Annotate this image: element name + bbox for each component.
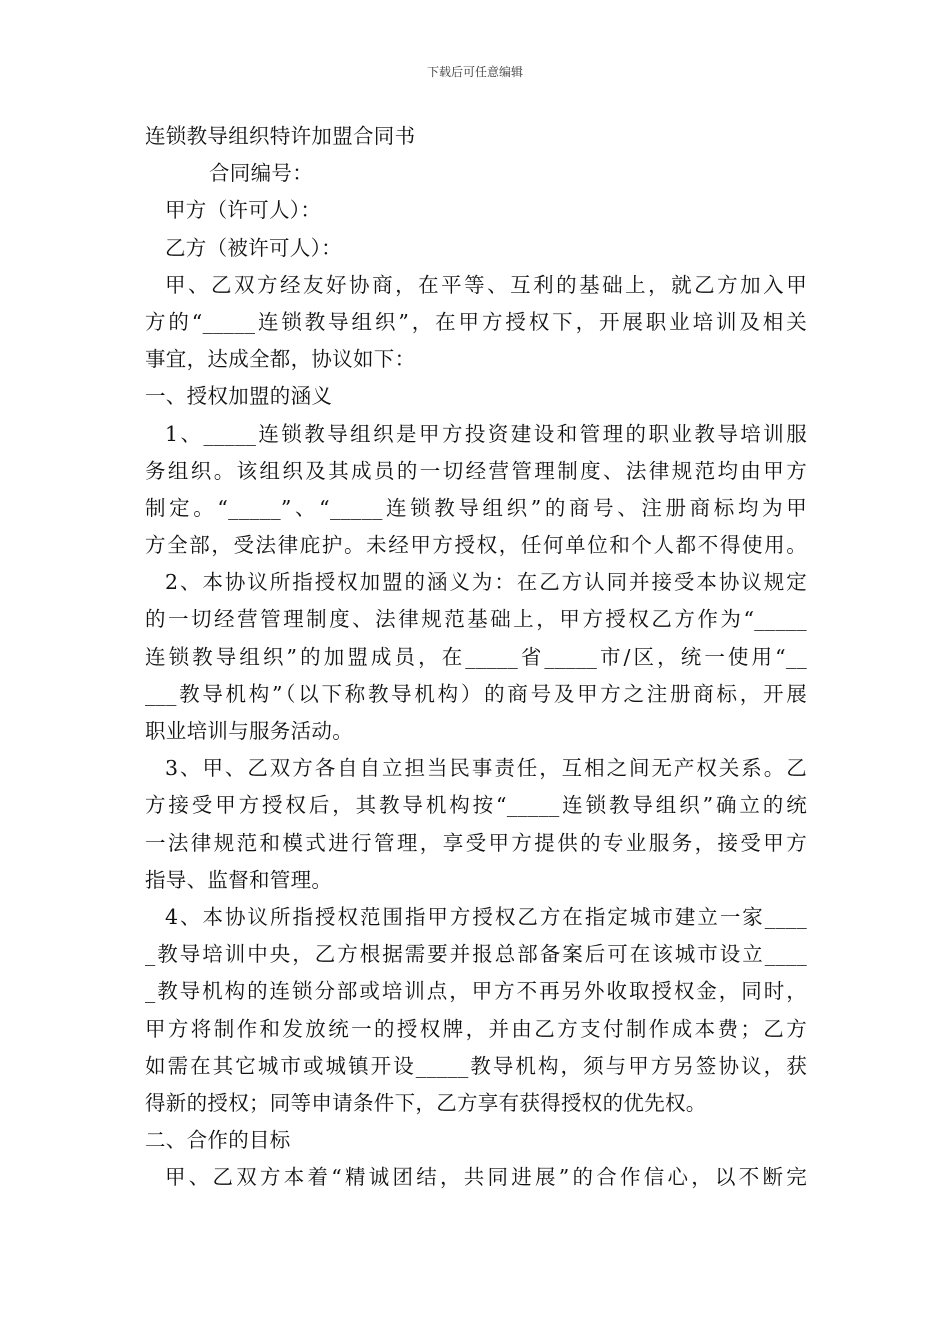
text-line: 得新的授权；同等申请条件下，乙方享有获得授权的优先权。	[145, 1090, 707, 1115]
text-line: 制定。“_____”、“_____连锁教导组织”的商号、注册商标均为甲	[145, 495, 807, 520]
text-line: 甲方将制作和发放统一的授权牌，并由乙方支付制作成本费；乙方	[145, 1016, 807, 1041]
text-line: 方的“_____连锁教导组织”，在甲方授权下，开展职业培训及相关	[145, 309, 807, 334]
text-line: 的一切经营管理制度、法律规范基础上，甲方授权乙方作为“_____	[145, 607, 807, 632]
text-line: 2、本协议所指授权加盟的涵义为：在乙方认同并接受本协议规定	[165, 570, 807, 595]
text-line: 一法律规范和模式进行管理，享受甲方提供的专业服务，接受甲方	[145, 830, 807, 855]
text-line: 方全部，受法律庇护。未经甲方授权，任何单位和个人都不得使用。	[145, 533, 807, 558]
text-line: 甲、乙双方本着“精诚团结，共同进展”的合作信心，以不断完	[165, 1165, 807, 1190]
text-line: 甲、乙双方经友好协商，在平等、互利的基础上，就乙方加入甲	[165, 272, 807, 297]
text-line: 职业培训与服务活动。	[145, 719, 353, 743]
text-line: 4、本协议所指授权范围指甲方授权乙方在指定城市建立一家____	[165, 904, 807, 929]
text-line: 3、甲、乙双方各自自立担当民事责任，互相之间无产权关系。乙	[165, 756, 807, 781]
text-line: 二、合作的目标	[145, 1128, 291, 1153]
text-line: 一、授权加盟的涵义	[145, 384, 333, 409]
text-line: _教导机构的连锁分部或培训点，甲方不再另外收取授权金，同时，	[145, 979, 807, 1004]
text-line: 连锁教导组织”的加盟成员，在_____省_____市/区，统一使用“__	[145, 644, 807, 669]
text-line: 务组织。该组织及其成员的一切经营管理制度、法律规范均由甲方	[145, 458, 807, 483]
page-header: 下载后可任意编辑	[426, 65, 523, 79]
text-line: 方接受甲方授权后，其教导机构按“_____连锁教导组织”确立的统	[145, 793, 807, 818]
contract-text	[145, 267, 807, 1197]
contract-number-label: 合同编号：	[209, 161, 313, 186]
text-line: 指导、监督和管理。	[145, 867, 333, 892]
text-line: 如需在其它城市或城镇开设_____教导机构，须与甲方另签协议，获	[145, 1053, 807, 1078]
party-b-label: 乙方（被许可人）：	[165, 235, 342, 260]
document-body	[145, 118, 807, 1196]
document-title: 连锁教导组织特许加盟合同书	[145, 124, 416, 148]
text-line: _教导培训中央，乙方根据需要并报总部备案后可在该城市设立____	[145, 942, 807, 967]
text-line: ___教导机构”（以下称教导机构）的商号及甲方之注册商标，开展	[145, 681, 807, 706]
party-a-label: 甲方（许可人）：	[165, 198, 322, 223]
text-line: 1、_____连锁教导组织是甲方投资建设和管理的职业教导培训服	[165, 421, 807, 446]
text-line: 事宜，达成全都，协议如下：	[145, 347, 416, 372]
